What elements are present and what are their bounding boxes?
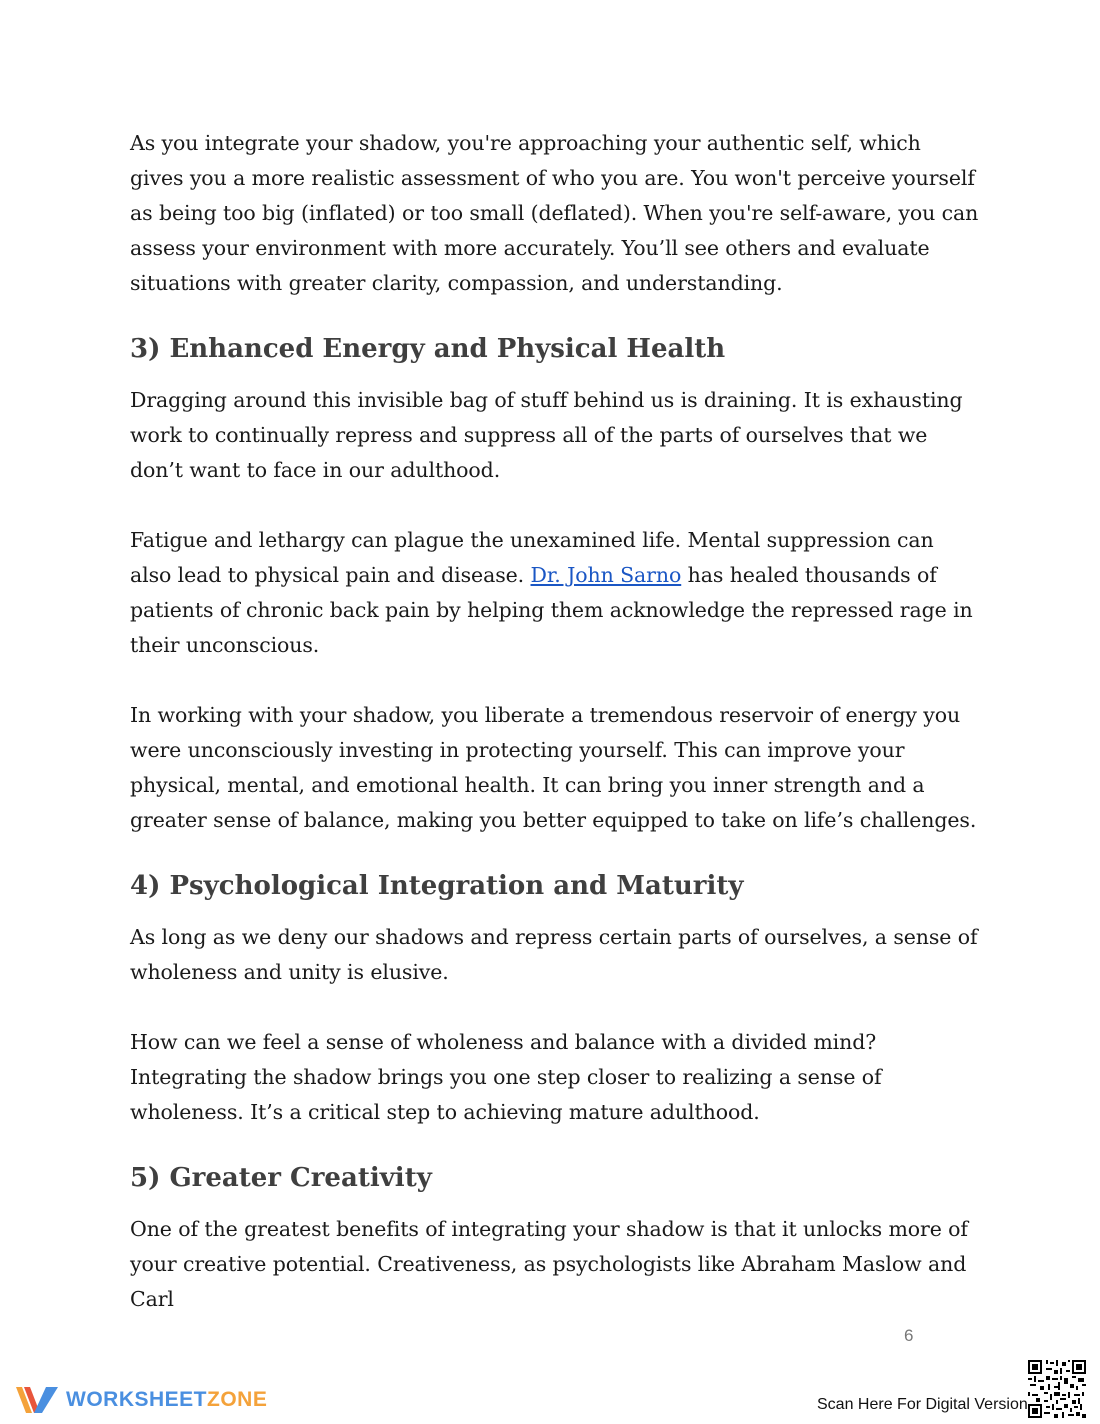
paragraph: As long as we deny our shadows and repress certain parts of ourselves, a sense of wholeness and unity is elusive.	[130, 925, 978, 984]
worksheetzone-logo[interactable]	[14, 1382, 267, 1418]
paragraph: How can we feel a sense of wholeness and balance with a divided mind? Integrating the shadow brings you one step closer to realizing a sense of wholeness. It’s a critical step to achieving mature adulthood.	[130, 1030, 882, 1124]
qr-code-icon[interactable]	[1028, 1360, 1086, 1418]
paragraph-text: Fatigue and lethargy can plague the unexamined life. Mental suppression can also lead to physical pain and disease.	[130, 528, 934, 587]
logo-word-zone: ZONE	[207, 1388, 268, 1411]
worksheetzone-logo-icon	[14, 1383, 60, 1417]
dr-john-sarno-link[interactable]: Dr. John Sarno	[530, 563, 682, 587]
logo-text	[66, 1388, 267, 1412]
section-heading-energy-health: 3) Enhanced Energy and Physical Health	[130, 334, 726, 364]
section-heading-greater-creativity: 5) Greater Creativity	[130, 1163, 432, 1193]
paragraph-text: has healed thousands of patients of chronic back pain by helping them acknowledge the repressed rage in their unconscious.	[130, 563, 973, 657]
paragraph-with-link	[130, 523, 980, 663]
page-number: 6	[904, 1326, 914, 1345]
section-heading-integration-maturity: 4) Psychological Integration and Maturity	[130, 871, 744, 901]
paragraph: Dragging around this invisible bag of stuff behind us is draining. It is exhausting work to continually repress and suppress all of the parts of ourselves that we don’t want to face in our adulthood.	[130, 388, 963, 482]
paragraph: One of the greatest benefits of integrating your shadow is that it unlocks more of your creative potential. Creativeness, as psychologists like Abraham Maslow and Carl	[130, 1217, 968, 1311]
logo-word-worksheet: WORKSHEET	[66, 1388, 207, 1411]
scan-caption: Scan Here For Digital Version	[817, 1396, 1028, 1413]
document-body	[130, 126, 980, 1317]
paragraph: In working with your shadow, you liberate a tremendous reservoir of energy you were unconsciously investing in protecting yourself. This can improve your physical, mental, and emotional health. It can bring you inner strength and a greater sense of balance, making you better equipped to take on life’s challenges.	[130, 703, 977, 832]
intro-paragraph: As you integrate your shadow, you're approaching your authentic self, which gives you a more realistic assessment of who you are. You won't perceive yourself as being too big (inflated) or too small (deflated). When you're self-aware, you can assess your environment with more accurately. You’ll see others and evaluate situations with greater clarity, compassion, and understanding.	[130, 131, 979, 295]
